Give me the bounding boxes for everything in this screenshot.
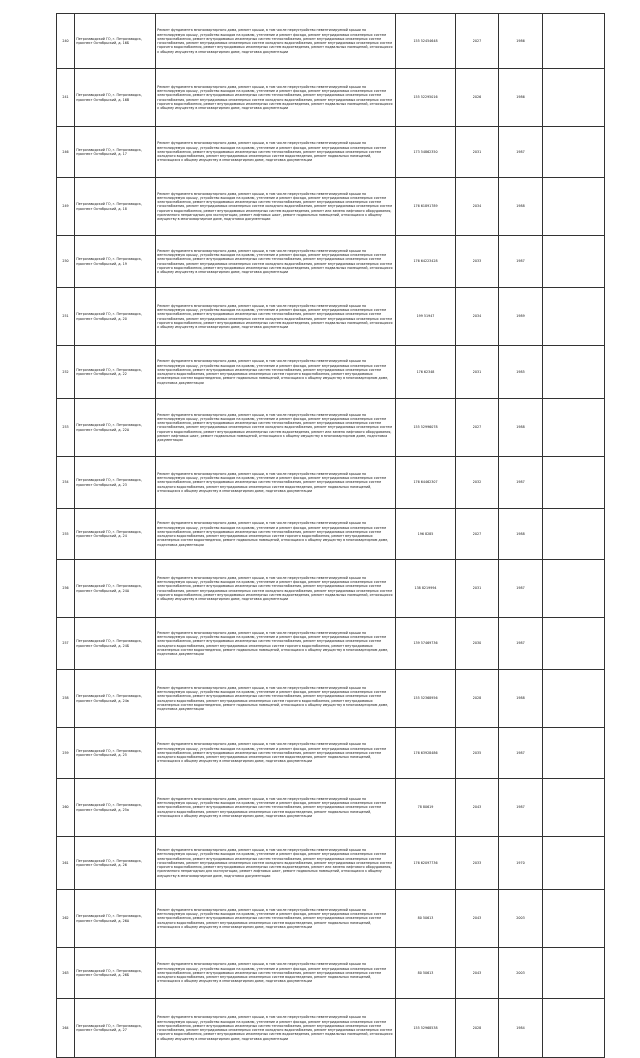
planned-year-cell: 2033 bbox=[456, 236, 499, 288]
cost-cell: 155 52996078 bbox=[396, 399, 456, 457]
address-cell: Петрозаводский ГО, г. Петрозаводск, проспект Октябрьский, д. 25а bbox=[75, 779, 156, 837]
built-year-cell: 1988 bbox=[499, 509, 543, 560]
table-row bbox=[57, 618, 605, 670]
row-number: 252 bbox=[57, 346, 75, 399]
cost-cell: 173 54862350 bbox=[396, 127, 456, 178]
table-row bbox=[57, 728, 605, 779]
empty-cell bbox=[543, 999, 605, 1058]
table-row bbox=[57, 890, 605, 948]
table-row bbox=[57, 14, 605, 69]
empty-cell bbox=[543, 779, 605, 837]
built-year-cell: 1987 bbox=[499, 560, 543, 618]
built-year-cell: 1970 bbox=[499, 837, 543, 890]
cost-cell: 138 8219994 bbox=[396, 560, 456, 618]
address-cell: Петрозаводский ГО, г. Петрозаводск, проспект Октябрьский, д. 27 bbox=[75, 999, 156, 1058]
empty-cell bbox=[543, 948, 605, 999]
table-row bbox=[57, 69, 605, 127]
built-year-cell: 1988 bbox=[499, 399, 543, 457]
table-row bbox=[57, 509, 605, 560]
row-number: 258 bbox=[57, 670, 75, 728]
address-cell: Петрозаводский ГО, г. Петрозаводск, проспект Октябрьский, д. 26А bbox=[75, 890, 156, 948]
works-cell: Ремонт фундамента многоквартирного дома, ремонт крыши, в том числе переустройство невентилируемой крыши на вентилируемую крышу, устройство выходов на кровлю, утепление и ремонт фасада, ремонт внутридомовых инженерных систем электроснабжения, ремонт внутридомовых инженерных систем теплоснабжения, ремонт внутридомовых инженерных систем холодного водоснабжения, ремонт внутридомовых инженерных систем водоотведения, ремонт подвальных помещений, относящихся к общему имуществу в многоквартирном доме, подготовка документации bbox=[156, 457, 396, 509]
address-cell: Петрозаводский ГО, г. Петрозаводск, проспект Октябрьский, д. 19 bbox=[75, 236, 156, 288]
planned-year-cell: 2031 bbox=[456, 560, 499, 618]
planned-year-cell: 2028 bbox=[456, 670, 499, 728]
works-cell: Ремонт фундамента многоквартирного дома, ремонт крыши, в том числе переустройство невентилируемой крыши на вентилируемую крышу, устройство выходов на кровлю, утепление и ремонт фасада, ремонт внутридомовых инженерных систем электроснабжения, ремонт внутридомовых инженерных систем теплоснабжения, ремонт внутридомовых инженерных систем газоснабжения, ремонт внутридомовых инженерных систем холодного водоснабжения, ремонт внутридомовых инженерных систем горячего водоснабжения, ремонт внутридомовых инженерных систем водоотведения, ремонт подвальных помещений, относящихся к общему имуществу в многоквартирном доме, подготовка документации bbox=[156, 69, 396, 127]
planned-year-cell: 2027 bbox=[456, 399, 499, 457]
row-number: 259 bbox=[57, 728, 75, 779]
empty-cell bbox=[543, 178, 605, 236]
row-number: 255 bbox=[57, 509, 75, 560]
planned-year-cell: 2033 bbox=[456, 837, 499, 890]
built-year-cell: 1987 bbox=[499, 779, 543, 837]
built-year-cell: 1987 bbox=[499, 457, 543, 509]
planned-year-cell: 2028 bbox=[456, 999, 499, 1058]
cost-cell: 155 52454648 bbox=[396, 14, 456, 69]
cost-cell: 155 52295016 bbox=[396, 69, 456, 127]
cost-cell: 139 57469736 bbox=[396, 618, 456, 670]
empty-cell bbox=[543, 236, 605, 288]
built-year-cell: 1986 bbox=[499, 69, 543, 127]
empty-cell bbox=[543, 728, 605, 779]
built-year-cell: 1987 bbox=[499, 618, 543, 670]
planned-year-cell: 2034 bbox=[456, 178, 499, 236]
table-row bbox=[57, 560, 605, 618]
table-row bbox=[57, 399, 605, 457]
built-year-cell: 1984 bbox=[499, 999, 543, 1058]
empty-cell bbox=[543, 69, 605, 127]
empty-cell bbox=[543, 509, 605, 560]
row-number: 256 bbox=[57, 560, 75, 618]
row-number: 246 bbox=[57, 127, 75, 178]
row-number: 263 bbox=[57, 948, 75, 999]
table-row bbox=[57, 178, 605, 236]
works-cell: Ремонт фундамента многоквартирного дома, ремонт крыши, в том числе переустройство невентилируемой крыши на вентилируемую крышу, устройство выходов на кровлю, утепление и ремонт фасада, ремонт внутридомовых инженерных систем электроснабжения, ремонт внутридомовых инженерных систем теплоснабжения, ремонт внутридомовых инженерных систем газоснабжения, ремонт внутридомовых инженерных систем холодного водоснабжения, ремонт внутридомовых инженерных систем горячего водоснабжения, ремонт внутридомовых инженерных систем водоотведения, ремонт подвальных помещений, относящихся к общему имуществу в многоквартирном доме, подготовка документации bbox=[156, 560, 396, 618]
works-cell: Ремонт фундамента многоквартирного дома, ремонт крыши, в том числе переустройство невентилируемой крыши на вентилируемую крышу, устройство выходов на кровлю, утепление и ремонт фасада, ремонт внутридомовых инженерных систем электроснабжения, ремонт внутридомовых инженерных систем теплоснабжения, ремонт внутридомовых инженерных систем холодного водоснабжения, ремонт внутридомовых инженерных систем горячего водоснабжения, ремонт внутридомовых инженерных систем водоотведения, ремонт подвальных помещений, относящихся к общему имуществу в многоквартирном доме, подготовка документации bbox=[156, 670, 396, 728]
built-year-cell: 1985 bbox=[499, 346, 543, 399]
works-cell: Ремонт фундамента многоквартирного дома, ремонт крыши, в том числе переустройство невентилируемой крыши на вентилируемую крышу, устройство выходов на кровлю, утепление и ремонт фасада, ремонт внутридомовых инженерных систем электроснабжения, ремонт внутридомовых инженерных систем теплоснабжения, ремонт внутридомовых инженерных систем газоснабжения, ремонт внутридомовых инженерных систем холодного водоснабжения, ремонт внутридомовых инженерных систем горячего водоснабжения, ремонт внутридомовых инженерных систем водоотведения, ремонт подвальных помещений, относящихся к общему имуществу в многоквартирном доме, подготовка документации bbox=[156, 999, 396, 1058]
planned-year-cell: 2043 bbox=[456, 948, 499, 999]
built-year-cell: 1987 bbox=[499, 236, 543, 288]
built-year-cell: 2003 bbox=[499, 890, 543, 948]
row-number: 261 bbox=[57, 837, 75, 890]
address-cell: Петрозаводский ГО, г. Петрозаводск, проспект Октябрьский, д. 24в bbox=[75, 670, 156, 728]
row-number: 250 bbox=[57, 236, 75, 288]
table-row bbox=[57, 837, 605, 890]
table-row bbox=[57, 670, 605, 728]
address-cell: Петрозаводский ГО, г. Петрозаводск, проспект Октябрьский, д. 23 bbox=[75, 457, 156, 509]
row-number: 257 bbox=[57, 618, 75, 670]
built-year-cell: 2003 bbox=[499, 948, 543, 999]
table-row bbox=[57, 236, 605, 288]
address-cell: Петрозаводский ГО, г. Петрозаводск, проспект Октябрьский, д. 16В bbox=[75, 69, 156, 127]
empty-cell bbox=[543, 618, 605, 670]
works-cell: Ремонт фундамента многоквартирного дома, ремонт крыши, в том числе переустройство невентилируемой крыши на вентилируемую крышу, устройство выходов на кровлю, утепление и ремонт фасада, ремонт внутридомовых инженерных систем электроснабжения, ремонт внутридомовых инженерных систем теплоснабжения, ремонт внутридомовых инженерных систем газоснабжения, ремонт внутридомовых инженерных систем холодного водоснабжения, ремонт внутридомовых инженерных систем горячего водоснабжения, ремонт внутридомовых инженерных систем водоотведения, ремонт подвальных помещений, относящихся к общему имуществу в многоквартирном доме, подготовка документации bbox=[156, 288, 396, 346]
cost-cell: 155 52368956 bbox=[396, 670, 456, 728]
planned-year-cell: 2026 bbox=[456, 69, 499, 127]
row-number: 264 bbox=[57, 999, 75, 1058]
planned-year-cell: 2032 bbox=[456, 457, 499, 509]
works-cell: Ремонт фундамента многоквартирного дома, ремонт крыши, в том числе переустройство невентилируемой крыши на вентилируемую крышу, устройство выходов на кровлю, утепление и ремонт фасада, ремонт внутридомовых инженерных систем электроснабжения, ремонт внутридомовых инженерных систем теплоснабжения, ремонт внутридомовых инженерных систем газоснабжения, ремонт внутридомовых инженерных систем холодного водоснабжения, ремонт внутридомовых инженерных систем горячего водоснабжения, ремонт внутридомовых инженерных систем водоотведения, ремонт или замена лифтового оборудования, признанного непригодным для эксплуатации, ремонт лифтовых шахт, ремонт подвальных помещений, относящихся к общему имуществу в многоквартирном доме, подготовка документации bbox=[156, 837, 396, 890]
address-cell: Петрозаводский ГО, г. Петрозаводск, проспект Октябрьский, д. 20 bbox=[75, 288, 156, 346]
address-cell: Петрозаводский ГО, г. Петрозаводск, проспект Октябрьский, д. 26 bbox=[75, 837, 156, 890]
table-row bbox=[57, 999, 605, 1058]
planned-year-cell: 2034 bbox=[456, 288, 499, 346]
empty-cell bbox=[543, 837, 605, 890]
works-cell: Ремонт фундамента многоквартирного дома, ремонт крыши, в том числе переустройство невентилируемой крыши на вентилируемую крышу, устройство выходов на кровлю, утепление и ремонт фасада, ремонт внутридомовых инженерных систем электроснабжения, ремонт внутридомовых инженерных систем теплоснабжения, ремонт внутридомовых инженерных систем газоснабжения, ремонт внутридомовых инженерных систем холодного водоснабжения, ремонт внутридомовых инженерных систем горячего водоснабжения, ремонт внутридомовых инженерных систем водоотведения, ремонт или замена лифтового оборудования, ремонт лифтовых шахт, ремонт подвальных помещений, относящихся к общему имуществу в многоквартирном доме, подготовка документации bbox=[156, 399, 396, 457]
empty-cell bbox=[543, 670, 605, 728]
built-year-cell: 1987 bbox=[499, 728, 543, 779]
table-row bbox=[57, 346, 605, 399]
built-year-cell: 1989 bbox=[499, 288, 543, 346]
row-number: 241 bbox=[57, 69, 75, 127]
address-cell: Петрозаводский ГО, г. Петрозаводск, проспект Октябрьский, д. 24А bbox=[75, 560, 156, 618]
address-cell: Петрозаводский ГО, г. Петрозаводск, проспект Октябрьский, д. 24 bbox=[75, 509, 156, 560]
works-cell: Ремонт фундамента многоквартирного дома, ремонт крыши, в том числе переустройство невентилируемой крыши на вентилируемую крышу, устройство выходов на кровлю, утепление и ремонт фасада, ремонт внутридомовых инженерных систем электроснабжения, ремонт внутридомовых инженерных систем теплоснабжения, ремонт внутридомовых инженерных систем холодного водоснабжения, ремонт внутридомовых инженерных систем горячего водоснабжения, ремонт внутридомовых инженерных систем водоотведения, ремонт подвальных помещений, относящихся к общему имуществу в многоквартирном доме, подготовка документации bbox=[156, 509, 396, 560]
works-cell: Ремонт фундамента многоквартирного дома, ремонт крыши, в том числе переустройство невентилируемой крыши на вентилируемую крышу, устройство выходов на кровлю, утепление и ремонт фасада, ремонт внутридомовых инженерных систем электроснабжения, ремонт внутридомовых инженерных систем теплоснабжения, ремонт внутридомовых инженерных систем газоснабжения, ремонт внутридомовых инженерных систем холодного водоснабжения, ремонт внутридомовых инженерных систем горячего водоснабжения, ремонт внутридомовых инженерных систем водоотведения, ремонт подвальных помещений, относящихся к общему имуществу в многоквартирном доме, подготовка документации bbox=[156, 14, 396, 69]
address-cell: Петрозаводский ГО, г. Петрозаводск, проспект Октябрьский, д. 18 bbox=[75, 178, 156, 236]
works-cell: Ремонт фундамента многоквартирного дома, ремонт крыши, в том числе переустройство невентилируемой крыши на вентилируемую крышу, устройство выходов на кровлю, утепление и ремонт фасада, ремонт внутридомовых инженерных систем электроснабжения, ремонт внутридомовых инженерных систем теплоснабжения, ремонт внутридомовых инженерных систем газоснабжения, ремонт внутридомовых инженерных систем холодного водоснабжения, ремонт внутридомовых инженерных систем горячего водоснабжения, ремонт внутридомовых инженерных систем водоотведения, ремонт или замена лифтового оборудования, признанного непригодным для эксплуатации, ремонт лифтовых шахт, ремонт подвальных помещений, относящихся к общему имуществу в многоквартирном доме, подготовка документации bbox=[156, 178, 396, 236]
row-number: 262 bbox=[57, 890, 75, 948]
row-number: 260 bbox=[57, 779, 75, 837]
empty-cell bbox=[543, 560, 605, 618]
built-year-cell: 1988 bbox=[499, 178, 543, 236]
address-cell: Петрозаводский ГО, г. Петрозаводск, проспект Октябрьский, д. 22 bbox=[75, 346, 156, 399]
cost-cell: 199 51947 bbox=[396, 288, 456, 346]
built-year-cell: 1988 bbox=[499, 670, 543, 728]
planned-year-cell: 2027 bbox=[456, 14, 499, 69]
address-cell: Петрозаводский ГО, г. Петрозаводск, проспект Октябрьский, д. 25 bbox=[75, 728, 156, 779]
empty-cell bbox=[543, 346, 605, 399]
cost-cell: 80 50613 bbox=[396, 890, 456, 948]
cost-cell: 155 52968538 bbox=[396, 999, 456, 1058]
works-cell: Ремонт фундамента многоквартирного дома, ремонт крыши, в том числе переустройство невентилируемой крыши на вентилируемую крышу, устройство выходов на кровлю, утепление и ремонт фасада, ремонт внутридомовых инженерных систем электроснабжения, ремонт внутридомовых инженерных систем теплоснабжения, ремонт внутридомовых инженерных систем холодного водоснабжения, ремонт внутридомовых инженерных систем водоотведения, ремонт подвальных помещений, относящихся к общему имуществу в многоквартирном доме, подготовка документации bbox=[156, 948, 396, 999]
cost-cell: 176 63928486 bbox=[396, 728, 456, 779]
row-number: 253 bbox=[57, 399, 75, 457]
table-row bbox=[57, 948, 605, 999]
cost-cell: 176 61891789 bbox=[396, 178, 456, 236]
works-cell: Ремонт фундамента многоквартирного дома, ремонт крыши, в том числе переустройство невентилируемой крыши на вентилируемую крышу, устройство выходов на кровлю, утепление и ремонт фасада, ремонт внутридомовых инженерных систем электроснабжения, ремонт внутридомовых инженерных систем теплоснабжения, ремонт внутридомовых инженерных систем газоснабжения, ремонт внутридомовых инженерных систем холодного водоснабжения, ремонт внутридомовых инженерных систем горячего водоснабжения, ремонт внутридомовых инженерных систем водоотведения, ремонт подвальных помещений, относящихся к общему имуществу в многоквартирном доме, подготовка документации bbox=[156, 236, 396, 288]
planned-year-cell: 2035 bbox=[456, 728, 499, 779]
table-row bbox=[57, 457, 605, 509]
row-number: 254 bbox=[57, 457, 75, 509]
planned-year-cell: 2031 bbox=[456, 127, 499, 178]
works-cell: Ремонт фундамента многоквартирного дома, ремонт крыши, в том числе переустройство невентилируемой крыши на вентилируемую крышу, устройство выходов на кровлю, утепление и ремонт фасада, ремонт внутридомовых инженерных систем электроснабжения, ремонт внутридомовых инженерных систем теплоснабжения, ремонт внутридомовых инженерных систем холодного водоснабжения, ремонт внутридомовых инженерных систем водоотведения, ремонт подвальных помещений, относящихся к общему имуществу в многоквартирном доме, подготовка документации bbox=[156, 779, 396, 837]
cost-cell: 80 50613 bbox=[396, 948, 456, 999]
row-number: 249 bbox=[57, 178, 75, 236]
table-row bbox=[57, 288, 605, 346]
cost-cell: 176 64223428 bbox=[396, 236, 456, 288]
works-cell: Ремонт фундамента многоквартирного дома, ремонт крыши, в том числе переустройство невентилируемой крыши на вентилируемую крышу, устройство выходов на кровлю, утепление и ремонт фасада, ремонт внутридомовых инженерных систем электроснабжения, ремонт внутридомовых инженерных систем теплоснабжения, ремонт внутридомовых инженерных систем холодного водоснабжения, ремонт внутридомовых инженерных систем водоотведения, ремонт подвальных помещений, относящихся к общему имуществу в многоквартирном доме, подготовка документации bbox=[156, 127, 396, 178]
row-number: 240 bbox=[57, 14, 75, 69]
empty-cell bbox=[543, 127, 605, 178]
table-row bbox=[57, 779, 605, 837]
table-row bbox=[57, 127, 605, 178]
empty-cell bbox=[543, 14, 605, 69]
address-cell: Петрозаводский ГО, г. Петрозаводск, проспект Октябрьский, д. 26Б bbox=[75, 948, 156, 999]
cost-cell: 176 64462307 bbox=[396, 457, 456, 509]
planned-year-cell: 2031 bbox=[456, 346, 499, 399]
planned-year-cell: 2027 bbox=[456, 509, 499, 560]
capital-repair-register-table bbox=[56, 13, 605, 1058]
works-cell: Ремонт фундамента многоквартирного дома, ремонт крыши, в том числе переустройство невентилируемой крыши на вентилируемую крышу, устройство выходов на кровлю, утепление и ремонт фасада, ремонт внутридомовых инженерных систем электроснабжения, ремонт внутридомовых инженерных систем теплоснабжения, ремонт внутридомовых инженерных систем холодного водоснабжения, ремонт внутридомовых инженерных систем водоотведения, ремонт подвальных помещений, относящихся к общему имуществу в многоквартирном доме, подготовка документации bbox=[156, 890, 396, 948]
built-year-cell: 1987 bbox=[499, 127, 543, 178]
cost-cell: 176 62348 bbox=[396, 346, 456, 399]
empty-cell bbox=[543, 288, 605, 346]
cost-cell: 78 80619 bbox=[396, 779, 456, 837]
empty-cell bbox=[543, 457, 605, 509]
empty-cell bbox=[543, 890, 605, 948]
cost-cell: 196 8285 bbox=[396, 509, 456, 560]
address-cell: Петрозаводский ГО, г. Петрозаводск, проспект Октябрьский, д. 24Б bbox=[75, 618, 156, 670]
cost-cell: 176 62097736 bbox=[396, 837, 456, 890]
built-year-cell: 1986 bbox=[499, 14, 543, 69]
planned-year-cell: 2043 bbox=[456, 779, 499, 837]
empty-cell bbox=[543, 399, 605, 457]
address-cell: Петрозаводский ГО, г. Петрозаводск, проспект Октябрьский, д. 16Б bbox=[75, 14, 156, 69]
works-cell: Ремонт фундамента многоквартирного дома, ремонт крыши, в том числе переустройство невентилируемой крыши на вентилируемую крышу, устройство выходов на кровлю, утепление и ремонт фасада, ремонт внутридомовых инженерных систем электроснабжения, ремонт внутридомовых инженерных систем теплоснабжения, ремонт внутридомовых инженерных систем холодного водоснабжения, ремонт внутридомовых инженерных систем горячего водоснабжения, ремонт внутридомовых инженерных систем водоотведения, ремонт подвальных помещений, относящихся к общему имуществу в многоквартирном доме, подготовка документации bbox=[156, 346, 396, 399]
address-cell: Петрозаводский ГО, г. Петрозаводск, проспект Октябрьский, д. 22А bbox=[75, 399, 156, 457]
works-cell: Ремонт фундамента многоквартирного дома, ремонт крыши, в том числе переустройство невентилируемой крыши на вентилируемую крышу, устройство выходов на кровлю, утепление и ремонт фасада, ремонт внутридомовых инженерных систем электроснабжения, ремонт внутридомовых инженерных систем теплоснабжения, ремонт внутридомовых инженерных систем холодного водоснабжения, ремонт внутридомовых инженерных систем горячего водоснабжения, ремонт внутридомовых инженерных систем водоотведения, ремонт подвальных помещений, относящихся к общему имуществу в многоквартирном доме, подготовка документации bbox=[156, 618, 396, 670]
row-number: 251 bbox=[57, 288, 75, 346]
works-cell: Ремонт фундамента многоквартирного дома, ремонт крыши, в том числе переустройство невентилируемой крыши на вентилируемую крышу, устройство выходов на кровлю, утепление и ремонт фасада, ремонт внутридомовых инженерных систем электроснабжения, ремонт внутридомовых инженерных систем теплоснабжения, ремонт внутридомовых инженерных систем холодного водоснабжения, ремонт внутридомовых инженерных систем водоотведения, ремонт подвальных помещений, относящихся к общему имуществу в многоквартирном доме, подготовка документации bbox=[156, 728, 396, 779]
planned-year-cell: 2030 bbox=[456, 618, 499, 670]
table-body bbox=[57, 14, 605, 1058]
address-cell: Петрозаводский ГО, г. Петрозаводск, проспект Октябрьский, д. 17 bbox=[75, 127, 156, 178]
planned-year-cell: 2043 bbox=[456, 890, 499, 948]
